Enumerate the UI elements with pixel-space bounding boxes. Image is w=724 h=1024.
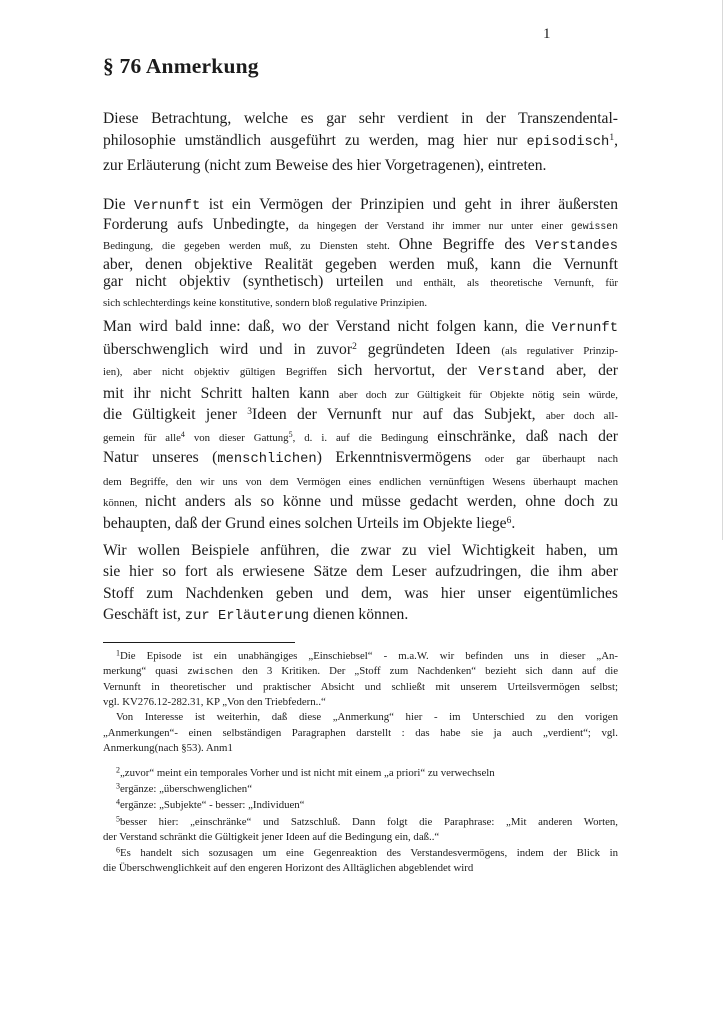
superscript-ref: 1 (116, 648, 120, 658)
text-run: episodisch (526, 135, 610, 151)
text-run: aber, denen objektive Realität gegeben werden muß, kann die Vernunft (103, 255, 618, 273)
text-run: ist ein Vermögen der Prinzipien und geht in ihrer äußersten (200, 196, 618, 214)
text-run: zur Erläuterung (nicht zum Beweise des hier Vorgetragenen), eintreten. (103, 156, 547, 174)
text-line (103, 384, 618, 406)
paragraph-beispiele (103, 540, 618, 628)
text-line (103, 492, 618, 514)
superscript-ref: 6 (506, 515, 512, 526)
text-run: (als regulativer Prinzip- (501, 344, 618, 357)
superscript-ref: 3 (247, 407, 253, 417)
text-line (103, 514, 618, 535)
text-line (103, 471, 618, 493)
superscript-ref: 6 (116, 845, 120, 855)
footnote-6 (103, 845, 618, 875)
paragraph-vernunft (103, 196, 618, 313)
text-run: Verstandes (535, 238, 618, 254)
text-run: sie hier so fort als erwiesene Sätze dem Leser aufzudringen, die ihm aber (103, 563, 618, 581)
text-line (103, 709, 618, 724)
text-run: merkung“ quasi (103, 664, 188, 677)
text-run: Diese Betrachtung, welche es gar sehr verdient in der Transzendental- (103, 110, 618, 127)
text-run: , d. i. auf die Bedingung (292, 431, 438, 444)
text-line (103, 317, 618, 340)
text-line (103, 273, 618, 293)
text-run: dem Begriffe, den wir uns von dem Vermögen eines endlichen vernünftigen Wesens überhaupt machen (103, 475, 618, 488)
text-line (103, 256, 618, 274)
superscript-ref: 5 (288, 429, 293, 439)
text-run: zur Erläuterung (184, 609, 310, 625)
superscript-ref: 1 (609, 133, 615, 144)
text-line (103, 155, 618, 177)
text-line (103, 448, 618, 471)
text-run: Forderung aufs Unbedingte, (103, 216, 299, 234)
text-run: sich hervortut, der (337, 362, 479, 379)
text-line (103, 540, 618, 561)
text-run: Verstand (478, 365, 545, 380)
paragraph-intro (103, 108, 618, 177)
text-run: die Gültigkeit jener (103, 406, 248, 423)
text-run: zwischen (187, 665, 234, 677)
text-line (103, 293, 618, 313)
text-line (103, 740, 618, 755)
text-line (103, 561, 618, 582)
page-number: 1 (543, 26, 551, 42)
footnote-1 (103, 648, 618, 755)
text-run: Von Interesse ist weiterhin, daß diese „Anmerkung“ hier - im Unterschied zu den vorigen (116, 711, 618, 724)
text-run: Anmerkung(nach §53). Anm1 (103, 741, 233, 754)
text-run: vgl. KV276.12-282.31, KP „Von den Triebfedern..“ (103, 696, 326, 709)
text-run: von dieser Gattung (184, 431, 289, 444)
text-line (103, 648, 618, 663)
text-run: besser hier: „einschränke“ und Satzschluß. Dann folgt die Paraphrase: „Mit anderen Worten, (120, 815, 618, 828)
text-run: gewissen (570, 221, 618, 233)
section-heading: § 76 Anmerkung (103, 54, 259, 78)
text-run: Bedingung, die gegeben werden muß, zu Diensten steht. (103, 239, 399, 252)
text-line (103, 845, 618, 860)
text-line (103, 663, 618, 679)
text-run: Ideen der Vernunft nur auf das Subjekt, (252, 406, 546, 423)
text-run: Die Episode ist ein unabhängiges „Einschiebsel“ - m.a.W. wir befinden uns in dieser „An- (120, 649, 618, 662)
text-line (103, 814, 618, 829)
text-line (103, 583, 618, 604)
text-run: aber doch zur Gültigkeit für Objekte nötig sein würde, (338, 388, 618, 401)
text-run: behaupten, daß der Grund eines solchen Urteils im Objekte liege (103, 514, 507, 532)
text-column (103, 108, 618, 875)
text-run: Es handelt sich sozusagen um eine Gegenreaktion des Verstandesvermögens, indem der Blick in (120, 847, 618, 860)
text-run: Vernunft in theoretischer und praktischer Absicht und schließt mit unserem Urteilsvermögen selbst; (103, 681, 618, 694)
text-line (103, 108, 618, 130)
superscript-ref: 2 (116, 765, 120, 775)
text-run: ) Erkenntnisvermögens (316, 449, 485, 466)
text-run: . (511, 514, 516, 532)
text-run: gegründeten Ideen (356, 340, 502, 358)
text-line (103, 604, 618, 627)
superscript-ref: 2 (352, 341, 357, 352)
text-line (103, 130, 618, 154)
text-run: Vernunft (133, 199, 201, 215)
text-run: „zuvor“ meint ein temporales Vorher und ist nicht mit einem „a priori“ zu verwechseln (120, 767, 495, 780)
text-run: nicht anders als so könne und müsse gedacht werden, ohne doch zu (145, 493, 618, 510)
paragraph-man-wird-bald-inne (103, 317, 618, 534)
text-run: Natur unseres ( (103, 449, 218, 466)
text-line (103, 725, 618, 740)
text-run: können, (103, 497, 145, 509)
text-line (103, 860, 618, 875)
footnote-2 (103, 765, 618, 780)
text-run: Die (103, 196, 134, 214)
text-run: die Überschwenglichkeit auf den engeren Horizont des Alltäglichen abgeblendet wird (103, 862, 474, 875)
text-line (103, 196, 618, 216)
text-run: ien), aber nicht objektiv gültigen Begriffen (103, 366, 338, 378)
text-line (103, 694, 618, 709)
text-run: aber, der (544, 362, 618, 379)
text-line (103, 236, 618, 256)
text-run: sich schlechterdings keine konstitutive, sondern bloß regulative Prinzipien. (103, 297, 428, 310)
text-run: der Verstand schränkt die Gültigkeit jener Ideen auf die Bedingung ein, daß..“ (103, 830, 440, 843)
text-line (103, 216, 618, 236)
text-run: dienen können. (309, 606, 409, 624)
text-line (103, 829, 618, 844)
text-line (103, 797, 618, 812)
text-run: philosophie umständlich ausgeführt zu werden, mag hier nur (103, 132, 527, 150)
text-run: mit ihr nicht Schritt halten kann (103, 384, 339, 402)
footnotes-block (103, 648, 618, 876)
text-run: den 3 Kritiken. Der „Stoff zum Nachdenken“ bezieht sich dann auf die (233, 664, 618, 677)
text-line (103, 679, 618, 694)
text-run: , (614, 132, 618, 150)
superscript-ref: 4 (180, 429, 185, 439)
text-line (103, 340, 618, 362)
text-run: Geschäft ist, (103, 606, 185, 624)
text-run: einschränke, daß nach der (437, 427, 618, 445)
page-edge-artifact (722, 0, 723, 540)
text-run: da hingegen der Verstand ihr immer nur unter einer (298, 220, 571, 233)
text-run: gemein für alle (103, 431, 181, 444)
text-run: aber doch all- (545, 410, 618, 422)
text-run: ergänze: „überschwenglichen“ (120, 783, 252, 796)
text-run: und enthält, als theoretische Vernunft, für (396, 277, 618, 290)
text-line (103, 405, 618, 427)
text-run: überschwenglich wird und in zuvor (103, 340, 353, 358)
footnote-4 (103, 797, 618, 812)
footnote-gap (103, 755, 618, 764)
footnote-3 (103, 781, 618, 796)
text-run: „Anmerkungen“- einen selbständigen Paragraphen darstellt : das habe sie ja auch „verdient“; vgl. (103, 726, 618, 739)
text-line (103, 427, 618, 449)
superscript-ref: 4 (116, 797, 120, 807)
footnote-rule (103, 642, 295, 643)
text-run: Stoff zum Nachdenken geben und dem, was hier unser eigentümliches (103, 584, 618, 602)
text-run: Man wird bald inne: daß, wo der Verstand nicht folgen kann, die (103, 318, 552, 335)
footnote-5 (103, 814, 618, 844)
text-run: ergänze: „Subjekte“ - besser: „Individuen“ (120, 799, 305, 812)
text-line (103, 765, 618, 780)
superscript-ref: 3 (116, 781, 120, 791)
text-run: gar nicht objektiv (synthetisch) urteilen (103, 273, 397, 291)
superscript-ref: 5 (116, 814, 120, 824)
text-run: menschlichen (217, 452, 317, 467)
text-run: Wir wollen Beispiele anführen, die zwar zu viel Wichtigkeit haben, um (103, 542, 618, 559)
text-line (103, 781, 618, 796)
text-run: oder gar überhaupt nach (484, 453, 618, 465)
text-run: Ohne Begriffe des (398, 235, 536, 253)
text-run: Vernunft (551, 321, 618, 336)
text-line (103, 361, 618, 384)
